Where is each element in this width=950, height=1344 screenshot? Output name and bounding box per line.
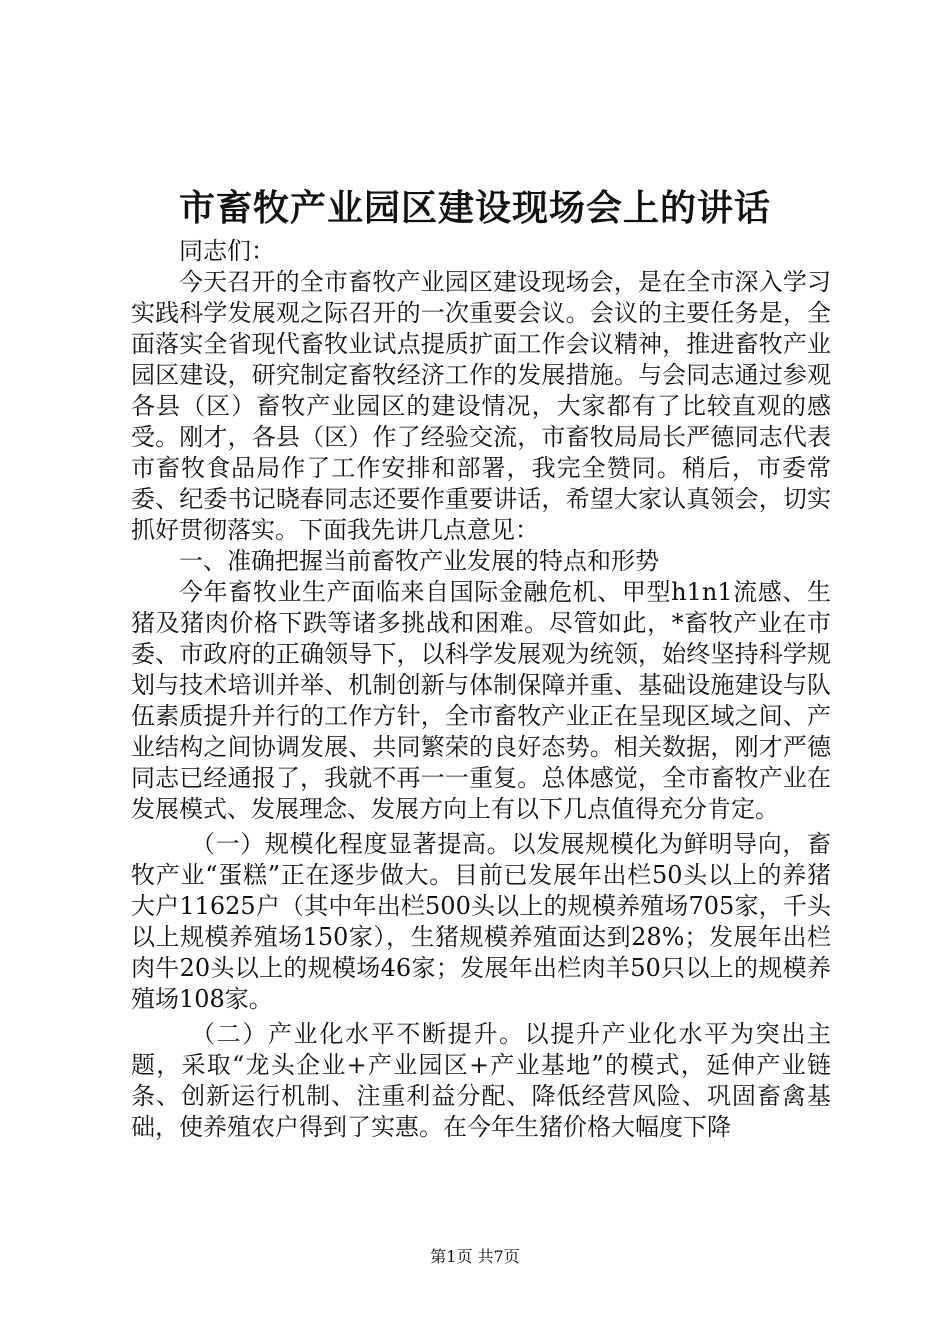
salutation: 同志们： [179, 237, 275, 265]
paragraph-point-2: （二）产业化水平不断提升。以提升产业化水平为突出主题，采取“龙头企业+产业园区+产业基地”的模式，延伸产业链条、创新运行机制、注重利益分配、降低经营风险、巩固畜禽基础，使养殖农户得到了实惠。在今年生猪价格大幅度下降 [131, 1020, 831, 1141]
section-heading: 一、准确把握当前畜牧产业发展的特点和形势 [179, 547, 659, 575]
paragraph-situation: 今年畜牧业生产面临来自国际金融危机、甲型h1n1流感、生猪及猪肉价格下跌等诸多挑战和困难。尽管如此，*畜牧产业在市委、市政府的正确领导下，以科学发展观为统领，始终坚持科学规划与技术培训并举、机制创新与体制保障并重、基础设施建设与队伍素质提升并行的工作方针，全市畜牧产业正在呈现区域之间、产业结构之间协调发展、共同繁荣的良好态势。相关数据，刚才严德同志已经通报了，我就不再一一重复。总体感觉，全市畜牧产业在发展模式、发展理念、发展方向上有以下几点值得充分肯定。 [131, 578, 831, 823]
paragraph-intro: 今天召开的全市畜牧产业园区建设现场会，是在全市深入学习实践科学发展观之际召开的一次重要会议。会议的主要任务是，全面落实全省现代畜牧业试点提质扩面工作会议精神，推进畜牧产业园区建设，研究制定畜牧经济工作的发展措施。与会同志通过参观各县（区）畜牧产业园区的建设情况，大家都有了比较直观的感受。刚才，各县（区）作了经验交流，市畜牧局局长严德同志代表市畜牧食品局作了工作安排和部署，我完全赞同。稍后，市委常委、纪委书记晓春同志还要作重要讲话，希望大家认真领会，切实抓好贯彻落实。下面我先讲几点意见： [131, 268, 831, 544]
document-title: 市畜牧产业园区建设现场会上的讲话 [178, 187, 771, 229]
page-number: 第1页 共7页 [430, 1247, 520, 1266]
paragraph-point-1: （一）规模化程度显著提高。以发展规模化为鲜明导向，畜牧产业“蛋糕”正在逐步做大。目前已发展年出栏50头以上的养猪大户11625户（其中年出栏500头以上的规模养殖场705家，千头以上规模养殖场150家），生猪规模养殖面达到28%；发展年出栏肉牛20头以上的规模场46家；发展年出栏肉羊50只以上的规模养殖场108家。 [131, 830, 831, 1013]
document-body [131, 236, 831, 1143]
